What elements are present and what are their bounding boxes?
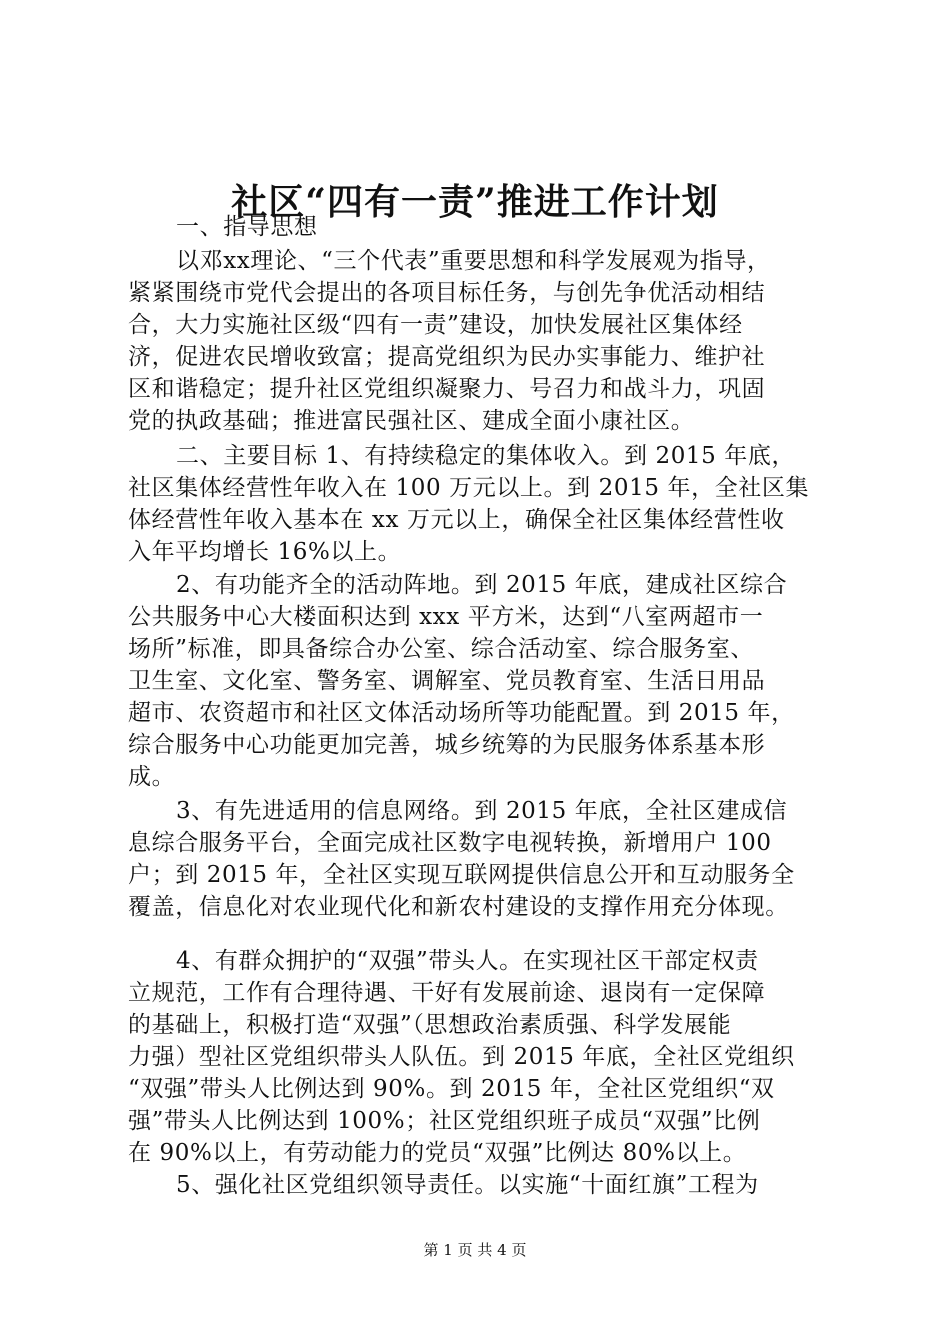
- text-line: 力强）型社区党组织带头人队伍。到 2015 年底，全社区党组织: [128, 1044, 795, 1070]
- text-line: 紧紧围绕市党代会提出的各项目标任务，与创先争优活动相结: [128, 280, 766, 306]
- text-line: 公共服务中心大楼面积达到 xxx 平方米，达到“八室两超市一: [128, 604, 764, 630]
- text-line: 3、有先进适用的信息网络。到 2015 年底，全社区建成信: [176, 798, 788, 824]
- text-line: 场所”标准，即具备综合办公室、综合活动室、综合服务室、: [128, 636, 754, 662]
- text-line: “双强”带头人比例达到 90%。到 2015 年，全社区党组织“双: [128, 1076, 775, 1102]
- text-line: 的基础上，积极打造“双强”（思想政治素质强、科学发展能: [128, 1012, 732, 1038]
- text-line: 超市、农资超市和社区文体活动场所等功能配置。到 2015 年，: [128, 700, 795, 726]
- text-line: 社区集体经营性年收入在 100 万元以上。到 2015 年，全社区集: [128, 475, 810, 501]
- text-line: 4、有群众拥护的“双强”带头人。在实现社区干部定权责: [176, 948, 759, 974]
- text-line: 成。: [128, 764, 176, 790]
- page-number-footer: 第 1 页 共 4 页: [423, 1241, 527, 1259]
- text-line: 体经营性年收入基本在 xx 万元以上，确保全社区集体经营性收: [128, 507, 785, 533]
- text-line: 综合服务中心功能更加完善，城乡统筹的为民服务体系基本形: [128, 732, 766, 758]
- text-line: 户；到 2015 年，全社区实现互联网提供信息公开和互动服务全: [128, 862, 795, 888]
- text-line: 立规范，工作有合理待遇、干好有发展前途、退岗有一定保障: [128, 980, 766, 1006]
- text-line: 5、强化社区党组织领导责任。以实施“十面红旗”工程为: [176, 1172, 759, 1198]
- text-line: 区和谐稳定；提升社区党组织凝聚力、号召力和战斗力，巩固: [128, 376, 766, 402]
- text-line: 息综合服务平台，全面完成社区数字电视转换，新增用户 100: [128, 830, 772, 856]
- text-line: 2、有功能齐全的活动阵地。到 2015 年底，建成社区综合: [176, 572, 788, 598]
- text-line: 覆盖，信息化对农业现代化和新农村建设的支撑作用充分体现。: [128, 894, 789, 920]
- text-line: 合，大力实施社区级“四有一责”建设，加快发展社区集体经: [128, 312, 743, 338]
- text-line: 卫生室、文化室、警务室、调解室、党员教育室、生活日用品: [128, 668, 766, 694]
- text-line: 党的执政基础；推进富民强社区、建成全面小康社区。: [128, 408, 695, 434]
- text-line: 二、主要目标 1、有持续稳定的集体收入。到 2015 年底，: [176, 443, 796, 469]
- document-title: 社区“四有一责”推进工作计划: [231, 181, 719, 223]
- text-line: 济，促进农民增收致富；提高党组织为民办实事能力、维护社: [128, 344, 766, 370]
- text-line: 强”带头人比例达到 100%；社区党组织班子成员“双强”比例: [128, 1108, 761, 1134]
- text-line: 以邓xx理论、“三个代表”重要思想和科学发展观为指导，: [176, 248, 771, 274]
- text-line: 入年平均增长 16%以上。: [128, 539, 402, 565]
- text-line: 一、指导思想: [176, 214, 318, 240]
- text-line: 在 90%以上，有劳动能力的党员“双强”比例达 80%以上。: [128, 1140, 747, 1166]
